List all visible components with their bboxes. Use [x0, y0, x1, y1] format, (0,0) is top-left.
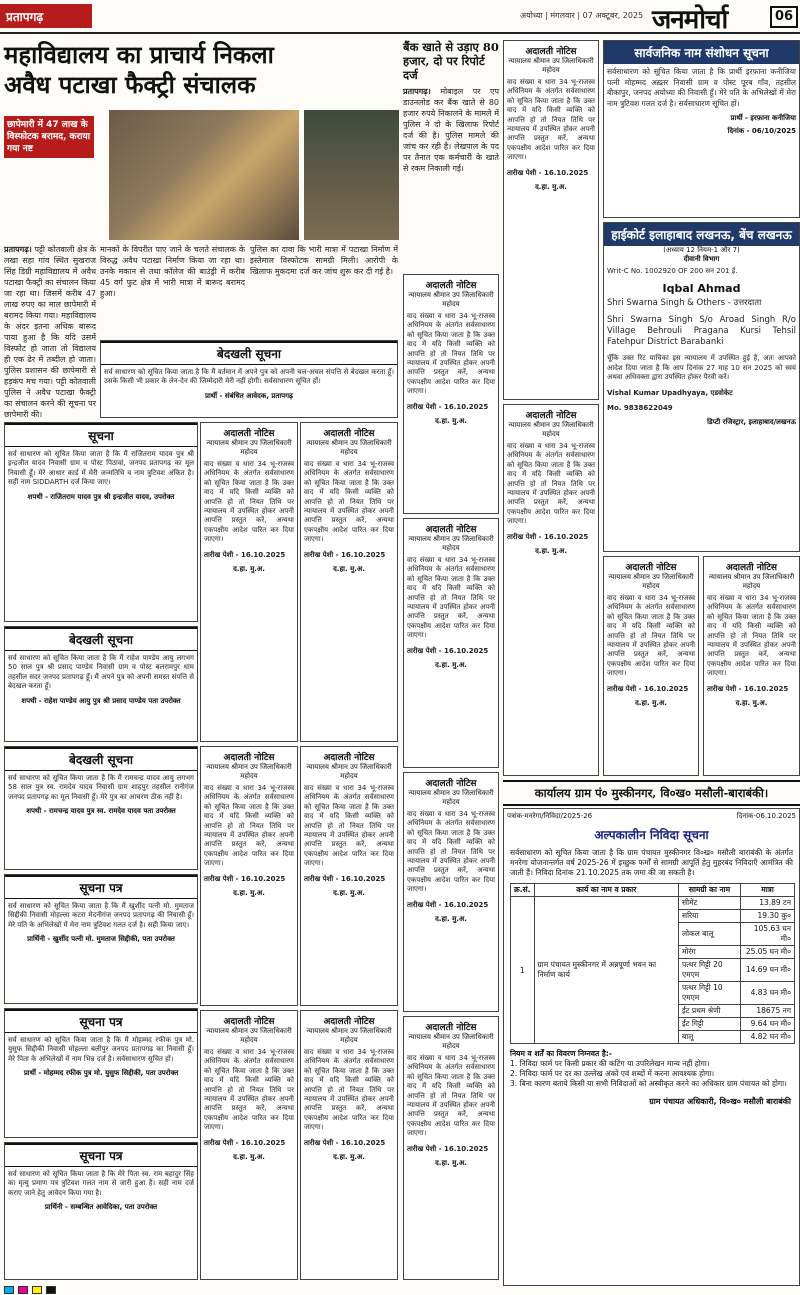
notice-title: बेदखली सूचना: [5, 627, 197, 651]
headline-line-1: महाविद्यालय का प्राचार्य निकला: [4, 40, 274, 69]
notice-body: सर्व साधारण को सूचित किया जाता है कि मैं राहेश पाण्डेय आयु लगभग 50 साल पुत्र श्री प्रसाद पाण्डेय निवासी ग्राम व पोस्ट बलरामपुर धाम तहसील सदर जनपद प्रतापगढ़ हूँ। मैं अपने पुत्र को अपनी समस्त संपत्ति से बेदखल करता हूँ।: [8, 654, 194, 691]
court-notice: [503, 40, 599, 400]
lead-headline: [4, 40, 399, 100]
tender-material: मोरंग: [679, 946, 741, 959]
high-court-notice: [603, 222, 800, 552]
tender-meta: [504, 809, 799, 824]
tender-rules: [504, 1046, 799, 1092]
court-notice-date: तारीख पेशी - 16.10.2025: [407, 402, 489, 411]
notice-sign: प्रार्थिनी - खुर्शीद पत्नी मो. मुमताज सिद्दीकी, पता उपरोक्त: [27, 935, 175, 944]
bedakhli-title: बेदखली सूचना: [101, 341, 397, 365]
bank-fraud-story: [403, 40, 499, 270]
tender-table: [510, 883, 795, 1044]
notice-bedakhli-3: [4, 746, 198, 870]
yellow-swatch: [32, 1286, 42, 1294]
tender-quantity: 4.82 घन मी०: [741, 1031, 795, 1044]
tender-material: सरिया: [679, 910, 741, 923]
high-court-title: हाईकोर्ट इलाहाबाद लखनऊ, बेंच लखनऊ: [604, 223, 799, 246]
court-notice-body: वाद संख्या व धारा 34 भू-राजस्व अधिनियम के अंतर्गत सर्वसाधारण को सूचित किया जाता है कि उक्त वाद में यदि किसी व्यक्ति को आपत्ति हो तो नियत तिथि पर न्यायालय में उपस्थित होकर अपनी आपत्ति प्रस्तुत करें, अन्यथा एकपक्षीय आदेश पारित कर दिया जाएगा।: [304, 784, 394, 868]
tender-material: लोकल बालू: [679, 923, 741, 946]
court-notice-court: न्यायालय श्रीमान उप जिलाधिकारी महोदय: [708, 573, 795, 590]
court-notice: [300, 1010, 398, 1280]
notice-title: सूचना पत्र: [5, 875, 197, 899]
court-notice-body: वाद संख्या व धारा 34 भू-राजस्व अधिनियम के अंतर्गत सर्वसाधारण को सूचित किया जाता है कि उक्त वाद में यदि किसी व्यक्ति को आपत्ति हो तो नियत तिथि पर न्यायालय में उपस्थित होकर अपनी आपत्ति प्रस्तुत करें, अन्यथा एकपक्षीय आदेश पारित कर दिया जाएगा।: [204, 1048, 294, 1132]
lead-body-col-1: [4, 244, 96, 419]
court-notice: [403, 518, 499, 768]
court-notice-date: तारीख पेशी - 16.10.2025: [204, 874, 286, 883]
headline-line-2: अवैध पटाखा फैक्ट्री संचालक: [4, 70, 256, 99]
court-notice: [200, 422, 298, 742]
notice-title: सूचना पत्र: [5, 1009, 197, 1033]
tender-title: अल्पकालीन निविदा सूचना: [594, 828, 709, 842]
court-notice-body: वाद संख्या व धारा 34 भू-राजस्व अधिनियम के अंतर्गत सर्वसाधारण को सूचित किया जाता है कि उक्त वाद में यदि किसी व्यक्ति को आपत्ति हो तो नियत तिथि पर न्यायालय में उपस्थित होकर अपनी आपत्ति प्रस्तुत करें, अन्यथा एकपक्षीय आदेश पारित कर दिया जाएगा।: [304, 460, 394, 544]
tender-quantity: 18675 नग: [741, 1005, 795, 1018]
bedakhli-sign: प्रार्थी - संबंधित आवेदक, प्रतापगढ़: [204, 391, 293, 400]
court-chapter: (अध्याय 12 नियम-1 और 7): [663, 246, 740, 254]
notice-body: सर्व साधारण को सूचित किया जाता है कि मैं खुर्शीद पत्नी मो. मुमताज सिद्दीकी निवासी मोहल्ला कटरा मेदनीगंज जनपद प्रतापगढ़ की निवासी हूँ। मेरे पति के अभिलेखों में मेरा नाम त्रुटिवश गलत दर्ज है। सही किया जाए।: [8, 902, 194, 929]
notice-bedakhli-2: [4, 626, 198, 742]
court-notice-title: अदालती नोटिस: [425, 779, 477, 789]
court-notice-date: तारीख पेशी - 16.10.2025: [304, 1138, 386, 1147]
notice-suchna-patra-2: [4, 1008, 198, 1138]
bedakhli-body: सर्व साधारण को सूचित किया जाता है कि मैं वर्तमान में अपने पुत्र को अपनी चल-अचल संपत्ति से बेदखल करता हूँ। उसके किसी भी प्रकार के लेन-देन की जिम्मेदारी मेरी नहीं होगी। सर्वसाधारण सूचित हों।: [104, 368, 394, 386]
notice-sign: प्रार्थिनी - सम्बन्धित आवेदिका, पता उपरोक्त: [44, 1203, 158, 1212]
court-notice-court: न्यायालय श्रीमान उप जिलाधिकारी महोदय: [408, 789, 494, 806]
court-notice-sign: द.हा. मु.अ.: [233, 889, 265, 898]
court-notice-sign: द.हा. मु.अ.: [233, 565, 265, 574]
court-notice-sign: द.हा. मु.अ.: [535, 183, 567, 192]
lead-photo-secondary: [304, 110, 399, 240]
court-notice-date: तारीख पेशी - 16.10.2025: [507, 168, 589, 177]
lead-kicker: छापेमारी में 47 लाख के विस्फोटक बरामद, कराया गया नष्ट: [4, 116, 94, 158]
tender-rule: 1. निविदा फार्म पर किसी प्रकार की कटिंग या उपरिलेखन मान्य नहीं होगा।: [510, 1059, 710, 1068]
tender-material: बालू: [679, 1031, 741, 1044]
court-notice-body: वाद संख्या व धारा 34 भू-राजस्व अधिनियम के अंतर्गत सर्वसाधारण को सूचित किया जाता है कि उक्त वाद में यदि किसी व्यक्ति को आपत्ति हो तो नियत तिथि पर न्यायालय में उपस्थित होकर अपनी आपत्ति प्रस्तुत करें, अन्यथा एकपक्षीय आदेश पारित कर दिया जाएगा।: [607, 594, 695, 678]
court-notice-sign: द.हा. मु.अ.: [435, 661, 467, 670]
court-body: चूँकि उक्त रिट याचिका इस न्यायालय में उपस्थित हुई है, अतः आपको आदेश दिया जाता है कि आप दिनांक 27 माह 10 सन 2025 को स्वयं अथवा अधिवक्ता द्वारा उपस्थित होकर पैरवी करें।: [607, 354, 796, 382]
tender-material: सीमेंट: [679, 897, 741, 910]
court-notice-title: अदालती नोटिस: [323, 429, 375, 439]
name-change-date: दिनांक - 06/10/2025: [727, 127, 796, 135]
court-notice: [200, 746, 298, 1006]
tender-table-header: [511, 884, 795, 897]
court-notice-sign: द.हा. मु.अ.: [333, 565, 365, 574]
court-notice-court: न्यायालय श्रीमान उप जिलाधिकारी महोदय: [408, 535, 494, 552]
court-notice-body: वाद संख्या व धारा 34 भू-राजस्व अधिनियम के अंतर्गत सर्वसाधारण को सूचित किया जाता है कि उक्त वाद में यदि किसी व्यक्ति को आपत्ति हो तो नियत तिथि पर न्यायालय में उपस्थित होकर अपनी आपत्ति प्रस्तुत करें, अन्यथा एकपक्षीय आदेश पारित कर दिया जाएगा।: [204, 784, 294, 868]
col-serial: क्र.सं.: [511, 884, 535, 897]
notice-suchna-1: [4, 422, 198, 622]
court-notice-court: न्यायालय श्रीमान उप जिलाधिकारी महोदय: [408, 1033, 494, 1050]
court-notice-body: वाद संख्या व धारा 34 भू-राजस्व अधिनियम के अंतर्गत सर्वसाधारण को सूचित किया जाता है कि उक्त वाद में यदि किसी व्यक्ति को आपत्ति हो तो नियत तिथि पर न्यायालय में उपस्थित होकर अपनी आपत्ति प्रस्तुत करें, अन्यथा एकपक्षीय आदेश पारित कर दिया जाएगा।: [407, 312, 495, 396]
court-notice: [200, 1010, 298, 1280]
court-notice-body: वाद संख्या व धारा 34 भू-राजस्व अधिनियम के अंतर्गत सर्वसाधारण को सूचित किया जाता है कि उक्त वाद में यदि किसी व्यक्ति को आपत्ति हो तो नियत तिथि पर न्यायालय में उपस्थित होकर अपनी आपत्ति प्रस्तुत करें, अन्यथा एकपक्षीय आदेश पारित कर दिया जाएगा।: [507, 442, 595, 526]
bank-story-title: बैंक खाते से उड़ाए 80 हजार, दो पर रिपोर्ट दर्ज: [403, 40, 499, 82]
lead-body-col-3: पुलिस का दावा कि भारी मात्रा में पटाखा निर्माण में इस्तेमाल विस्फोटक सामग्री मिली। आरोपी के खिलाफ मुकदमा दर्ज कर जांच शुरू कर दी गई है।: [250, 245, 398, 276]
tender-quantity: 105.63 घन मी०: [741, 923, 795, 946]
court-notice-body: वाद संख्या व धारा 34 भू-राजस्व अधिनियम के अंतर्गत सर्वसाधारण को सूचित किया जाता है कि उक्त वाद में यदि किसी व्यक्ति को आपत्ति हो तो नियत तिथि पर न्यायालय में उपस्थित होकर अपनी आपत्ति प्रस्तुत करें, अन्यथा एकपक्षीय आदेश पारित कर दिया जाएगा।: [204, 460, 294, 544]
notice-suchna-patra-3: [4, 1142, 198, 1280]
lead-photo: [109, 110, 299, 240]
court-notice-court: न्यायालय श्रीमान उप जिलाधिकारी महोदय: [508, 57, 594, 74]
tender-rule: 3. बिना कारण बताये किसी या सभी निविदाओं को अस्वीकृत करने का अधिकार ग्राम पंचायत को होगा।: [510, 1079, 787, 1088]
magenta-swatch: [18, 1286, 28, 1294]
court-notice-title: अदालती नोटिस: [525, 411, 577, 421]
deputy-registrar: डिप्टी रजिस्ट्रार, इलाहाबाद/लखनऊ: [707, 418, 796, 427]
court-notice-date: तारीख पेशी - 16.10.2025: [607, 684, 689, 693]
bank-story-body: [403, 86, 499, 256]
tender-material: ईंट गिट्टी: [679, 1018, 741, 1031]
court-notice-body: वाद संख्या व धारा 34 भू-राजस्व अधिनियम के अंतर्गत सर्वसाधारण को सूचित किया जाता है कि उक्त वाद में यदि किसी व्यक्ति को आपत्ति हो तो नियत तिथि पर न्यायालय में उपस्थित होकर अपनी आपत्ति प्रस्तुत करें, अन्यथा एकपक्षीय आदेश पारित कर दिया जाएगा।: [407, 1054, 495, 1138]
court-notice-sign: द.हा. मु.अ.: [635, 699, 667, 708]
court-notice: [300, 746, 398, 1006]
notice-sign: शपथी - राहेश पाण्डेय आयु पुत्र श्री प्रसाद पाण्डेय पता उपरोक्त: [21, 696, 181, 705]
court-notice-sign: द.हा. मु.अ.: [535, 547, 567, 556]
col-work: कार्य का नाम व प्रकार: [534, 884, 678, 897]
court-notice: [703, 556, 800, 776]
court-notice-sign: द.हा. मु.अ.: [233, 1153, 265, 1162]
court-notice-date: तारीख पेशी - 16.10.2025: [204, 1138, 286, 1147]
bank-story-dateline: प्रतापगढ़।: [403, 87, 431, 96]
court-notice-title: अदालती नोटिस: [625, 563, 677, 573]
tender-serial: 1: [511, 897, 535, 1044]
tender-quantity: 14.69 घन मी०: [741, 959, 795, 982]
court-notice: [403, 274, 499, 514]
court-notice-body: वाद संख्या व धारा 34 भू-राजस्व अधिनियम के अंतर्गत सर्वसाधारण को सूचित किया जाता है कि उक्त वाद में यदि किसी व्यक्ति को आपत्ति हो तो नियत तिथि पर न्यायालय में उपस्थित होकर अपनी आपत्ति प्रस्तुत करें, अन्यथा एकपक्षीय आदेश पारित कर दिया जाएगा।: [407, 556, 495, 640]
court-notice-court: न्यायालय श्रीमान उप जिलाधिकारी महोदय: [608, 573, 694, 590]
tender-work-name: ग्राम पंचायत मुस्कीनगर में अन्नपूर्णा भवन का निर्माण कार्य: [534, 897, 678, 1044]
notice-body: सर्व साधारण को सूचित किया जाता है कि मैं मोहम्मद रफीक पुत्र मो. युसुफ सिद्दीकी निवासी मोहल्ला बलीपुर जनपद प्रतापगढ़ का निवासी हूँ। मेरे पिता के अभिलेखों में नाम भिन्न दर्ज है। सर्वसाधारण सूचित हों।: [8, 1036, 194, 1063]
lead-body-left: पट्टी कोतवाली क्षेत्र के लखा सहा गांव स्थित सुखराज सिंह डिग्री महाविद्यालय में अवैध पटाखा फैक्ट्री का संचालन किया जा रहा था। जिसमें करीब 47 लाख रुपए का माल छापेमारी में बरामद किया गया। महाविद्यालय के अंदर इतना अधिक बारूद पाया हुआ है कि यदि उसमें विस्फोट हो जाता तो विद्यालय ही एक ढेर में तब्दील हो जाता। पुलिस प्रशासन की छापेमारी से हड़कंप मच गया। पट्टी कोतवाली पुलिस ने अवैध पटाखा फैक्ट्री का संचालन करने की सूचना पर छापेमारी की।: [4, 245, 96, 419]
masthead: [0, 0, 800, 34]
notice-title: बेदखली सूचना: [5, 747, 197, 771]
tender-quantity: 4.83 घन मी०: [741, 982, 795, 1005]
court-notice-title: अदालती नोटिस: [223, 753, 275, 763]
name-change-notice: [603, 40, 800, 218]
tender-material: ईंट प्रथम श्रेणी: [679, 1005, 741, 1018]
court-notice-court: न्यायालय श्रीमान उप जिलाधिकारी महोदय: [206, 763, 292, 780]
advocate-mobile: Mo. 9838622049: [607, 404, 673, 413]
court-notice-body: वाद संख्या व धारा 34 भू-राजस्व अधिनियम के अंतर्गत सर्वसाधारण को सूचित किया जाता है कि उक्त वाद में यदि किसी व्यक्ति को आपत्ति हो तो नियत तिथि पर न्यायालय में उपस्थित होकर अपनी आपत्ति प्रस्तुत करें, अन्यथा एकपक्षीय आदेश पारित कर दिया जाएगा।: [507, 78, 595, 162]
tender-intro: सर्वसाधारण को सूचित किया जाता है कि ग्राम पंचायत मुस्कीनगर वि०ख० मसौली बाराबंकी के अंतर्गत मनरेगा योजनान्तर्गत वर्ष 2025-26 में इच्छुक फर्मों से सामग्री आपूर्ति हेतु मुहरबंद निविदाएँ आमंत्रित की जाती हैं। निविदा दिनांक 21.10.2025 तक जमा की जा सकती है।: [510, 848, 793, 877]
respondent-detail: Shri Swarna Singh S/o Aroad Singh R/o Village Behrouli Pragana Kursi Tehsil Fatehpur District Barabanki: [607, 315, 796, 348]
petitioner-name: Iqbal Ahmad: [662, 282, 741, 296]
court-notice-title: अदालती नोटिस: [223, 1017, 275, 1027]
tender-rules-head: नियम व शर्तें का विवरण निम्नवत है:-: [510, 1049, 612, 1058]
court-notice-court: न्यायालय श्रीमान उप जिलाधिकारी महोदय: [206, 439, 292, 456]
court-notice: [503, 404, 599, 776]
court-notice-date: तारीख पेशी - 16.10.2025: [304, 874, 386, 883]
col-quantity: मात्रा: [741, 884, 795, 897]
court-notice-court: न्यायालय श्रीमान उप जिलाधिकारी महोदय: [306, 763, 392, 780]
notice-body: सर्व साधारण को सूचित किया जाता है कि मैं राजितराम यादव पुत्र श्री इन्द्रजीत यादव निवासी ग्राम व पोस्ट पिठावां, जनपद प्रतापगढ़ का मूल निवासी हूँ। मेरे आधार कार्ड में मेरी जन्मतिथि व नाम त्रुटिवश अंकित है। सही नाम SIDDARTH दर्ज किया जाए।: [8, 450, 194, 487]
section-tag: प्रतापगढ़: [0, 4, 92, 28]
court-notice: [403, 772, 499, 1012]
court-notice-title: अदालती नोटिस: [425, 525, 477, 535]
court-notice-court: न्यायालय श्रीमान उप जिलाधिकारी महोदय: [206, 1027, 292, 1044]
court-notice-date: तारीख पेशी - 16.10.2025: [707, 684, 789, 693]
court-notice-date: तारीख पेशी - 16.10.2025: [507, 532, 589, 541]
lead-body-col-2: मानकों के विपरीत पाए जाने के चलते संचालक के विरुद्ध अवैध पटाखा निर्माण किया जा रहा था। उनके मकान से तथा कॉलेज की बाउंड्री में करीब 45 वर्ग फुट क्षेत्र में भारी मात्रा में बारूद बरामद हुआ।: [100, 245, 245, 298]
cyan-swatch: [4, 1286, 14, 1294]
court-notice-court: न्यायालय श्रीमान उप जिलाधिकारी महोदय: [408, 291, 494, 308]
court-notice-sign: द.हा. मु.अ.: [333, 889, 365, 898]
writ-number: Writ-C No. 1002920 OF 200 सन 201 ई.: [607, 267, 738, 275]
edition-meta: अयोध्या | मंगलवार | 07 अक्टूबर, 2025: [520, 11, 644, 20]
notice-sign: शपथी - राजितराम यादव पुत्र श्री इन्द्रजीत यादव, उपरोक्त: [27, 492, 175, 501]
page-number: 06: [770, 6, 798, 28]
advocate-name: Vishal Kumar Upadhyaya, एडवोकेट: [607, 388, 733, 397]
court-notice-body: वाद संख्या व धारा 34 भू-राजस्व अधिनियम के अंतर्गत सर्वसाधारण को सूचित किया जाता है कि उक्त वाद में यदि किसी व्यक्ति को आपत्ति हो तो नियत तिथि पर न्यायालय में उपस्थित होकर अपनी आपत्ति प्रस्तुत करें, अन्यथा एकपक्षीय आदेश पारित कर दिया जाएगा।: [407, 810, 495, 894]
notice-body: सर्व साधारण को सूचित किया जाता है कि मैं रामचन्द्र यादव आयु लगभग 58 साल पुत्र स्व. रामदेव यादव निवासी ग्राम शाहपुर तहसील रानीगंज जनपद प्रतापगढ़ का मूल निवासी हूँ। मेरे पुत्र का आचरण ठीक नहीं है।: [8, 774, 194, 801]
court-notice: [603, 556, 699, 776]
court-notice-court: न्यायालय श्रीमान उप जिलाधिकारी महोदय: [306, 439, 392, 456]
name-change-title: सार्वजनिक नाम संशोधन सूचना: [604, 41, 799, 64]
notice-body: सर्व साधारण को सूचित किया जाता है कि मेरे पिता स्व. राम बहादुर सिंह का मृत्यु प्रमाण पत्र त्रुटिवश गलत नाम से जारी हुआ है। सही नाम दर्ज कराए जाने हेतु आवेदन किया गया है।: [8, 1170, 194, 1197]
respondent-name: Shri Swarna Singh & Others - उत्तरदाता: [607, 298, 762, 309]
notice-suchna-patra-1: [4, 874, 198, 1004]
court-notice-title: अदालती नोटिस: [726, 563, 777, 573]
court-dept: दीवानी विभाग: [683, 255, 720, 263]
tender-notice: [503, 808, 800, 1286]
tender-material: पत्थर गिट्टी 10 एमएम: [679, 982, 741, 1005]
bedakhli-notice: [100, 340, 398, 418]
notice-title: सूचना: [5, 423, 197, 447]
tender-signatory: ग्राम पंचायत अधिकारी, वि०ख० मसौली बाराबंकी: [649, 1097, 791, 1106]
tender-quantity: 19.30 कु०: [741, 910, 795, 923]
name-change-body: सर्वसाधारण को सूचित किया जाता है कि प्रार्थी इरफ़ाना कनीजिया पत्नी मोहम्मद अख़्तर निवासी ग्राम व पोस्ट पूरब गाँव, तहसील बीकापुर, जनपद अयोध्या की निवासी हूँ। मेरे पति के अभिलेखों में मेरा नाम त्रुटिवश गलत दर्ज है। सर्वसाधारण सूचित हों।: [607, 67, 796, 108]
print-registration-bar: [0, 1284, 800, 1295]
newspaper-logo: जनमोर्चा: [652, 5, 728, 35]
court-notice-body: वाद संख्या व धारा 34 भू-राजस्व अधिनियम के अंतर्गत सर्वसाधारण को सूचित किया जाता है कि उक्त वाद में यदि किसी व्यक्ति को आपत्ति हो तो नियत तिथि पर न्यायालय में उपस्थित होकर अपनी आपत्ति प्रस्तुत करें, अन्यथा एकपक्षीय आदेश पारित कर दिया जाएगा।: [304, 1048, 394, 1132]
bank-story-text: मोबाइल पर एप डाउनलोड कर बैंक खाते से 80 हजार रुपये निकालने के मामले में पुलिस ने दो के खिलाफ रिपोर्ट दर्ज की है। पुलिस मामले की जांच कर रही है। लेखपाल के पद पर तैनात एक कर्मचारी के खाते से रकम निकाली गई।: [403, 87, 499, 173]
notice-title: सूचना पत्र: [5, 1143, 197, 1167]
tender-quantity: 9.64 घन मी०: [741, 1018, 795, 1031]
court-notice-date: तारीख पेशी - 16.10.2025: [204, 550, 286, 559]
tender-material: पत्थर गिट्टी 20 एमएम: [679, 959, 741, 982]
tender-rule: 2. निविदा फार्म पर दर का उल्लेख अंकों एवं शब्दों में करना आवश्यक होगा।: [510, 1069, 715, 1078]
col-material: सामग्री का नाम: [679, 884, 741, 897]
court-notice-body: वाद संख्या व धारा 34 भू-राजस्व अधिनियम के अंतर्गत सर्वसाधारण को सूचित किया जाता है कि उक्त वाद में यदि किसी व्यक्ति को आपत्ति हो तो नियत तिथि पर न्यायालय में उपस्थित होकर अपनी आपत्ति प्रस्तुत करें, अन्यथा एकपक्षीय आदेश पारित कर दिया जाएगा।: [707, 594, 796, 678]
court-notice-title: अदालती नोटिस: [323, 1017, 375, 1027]
court-notice-date: तारीख पेशी - 16.10.2025: [407, 646, 489, 655]
court-notice-date: तारीख पेशी - 16.10.2025: [407, 1144, 489, 1153]
court-notice-date: तारीख पेशी - 16.10.2025: [304, 550, 386, 559]
court-notice: [300, 422, 398, 742]
court-notice-date: तारीख पेशी - 16.10.2025: [407, 900, 489, 909]
notice-sign: शपथी - रामचन्द्र यादव पुत्र स्व. रामदेव यादव पता उपरोक्त: [26, 807, 176, 816]
court-notice-court: न्यायालय श्रीमान उप जिलाधिकारी महोदय: [306, 1027, 392, 1044]
court-notice: [403, 1016, 499, 1280]
black-swatch: [46, 1286, 56, 1294]
court-notice-title: अदालती नोटिस: [425, 281, 477, 291]
notice-sign: प्रार्थी - मोहम्मद रफीक पुत्र मो. युसुफ सिद्दीकी, पता उपरोक्त: [23, 1069, 179, 1078]
court-notice-court: न्यायालय श्रीमान उप जिलाधिकारी महोदय: [508, 421, 594, 438]
lead-dateline: प्रतापगढ़।: [4, 245, 32, 254]
court-notice-sign: द.हा. मु.अ.: [435, 417, 467, 426]
court-notice-sign: द.हा. मु.अ.: [435, 915, 467, 924]
court-notice-title: अदालती नोटिस: [425, 1023, 477, 1033]
court-notice-title: अदालती नोटिस: [323, 753, 375, 763]
name-change-sign: प्रार्थी - इरफ़ाना कनीजिया: [730, 114, 796, 122]
court-notice-sign: द.हा. मु.अ.: [333, 1153, 365, 1162]
court-notice-title: अदालती नोटिस: [525, 47, 577, 57]
tender-quantity: 25.05 घन मी०: [741, 946, 795, 959]
tender-date: दिनांक-06.10.2025: [736, 812, 796, 820]
tender-quantity: 13.89 टन: [741, 897, 795, 910]
tender-row: [511, 897, 795, 910]
court-notice-title: अदालती नोटिस: [223, 429, 275, 439]
tender-ref: पत्रांक-मनरेगा/निविदा/2025-26: [507, 812, 593, 820]
tender-office-banner: कार्यालय ग्राम पं० मुस्कीनगर, वि०ख० मसौली-बाराबंकी।: [503, 780, 800, 806]
court-notice-sign: द.हा. मु.अ.: [435, 1159, 467, 1168]
lead-photo-block: [4, 110, 399, 240]
court-notice-sign: द.हा. मु.अ.: [735, 699, 768, 708]
